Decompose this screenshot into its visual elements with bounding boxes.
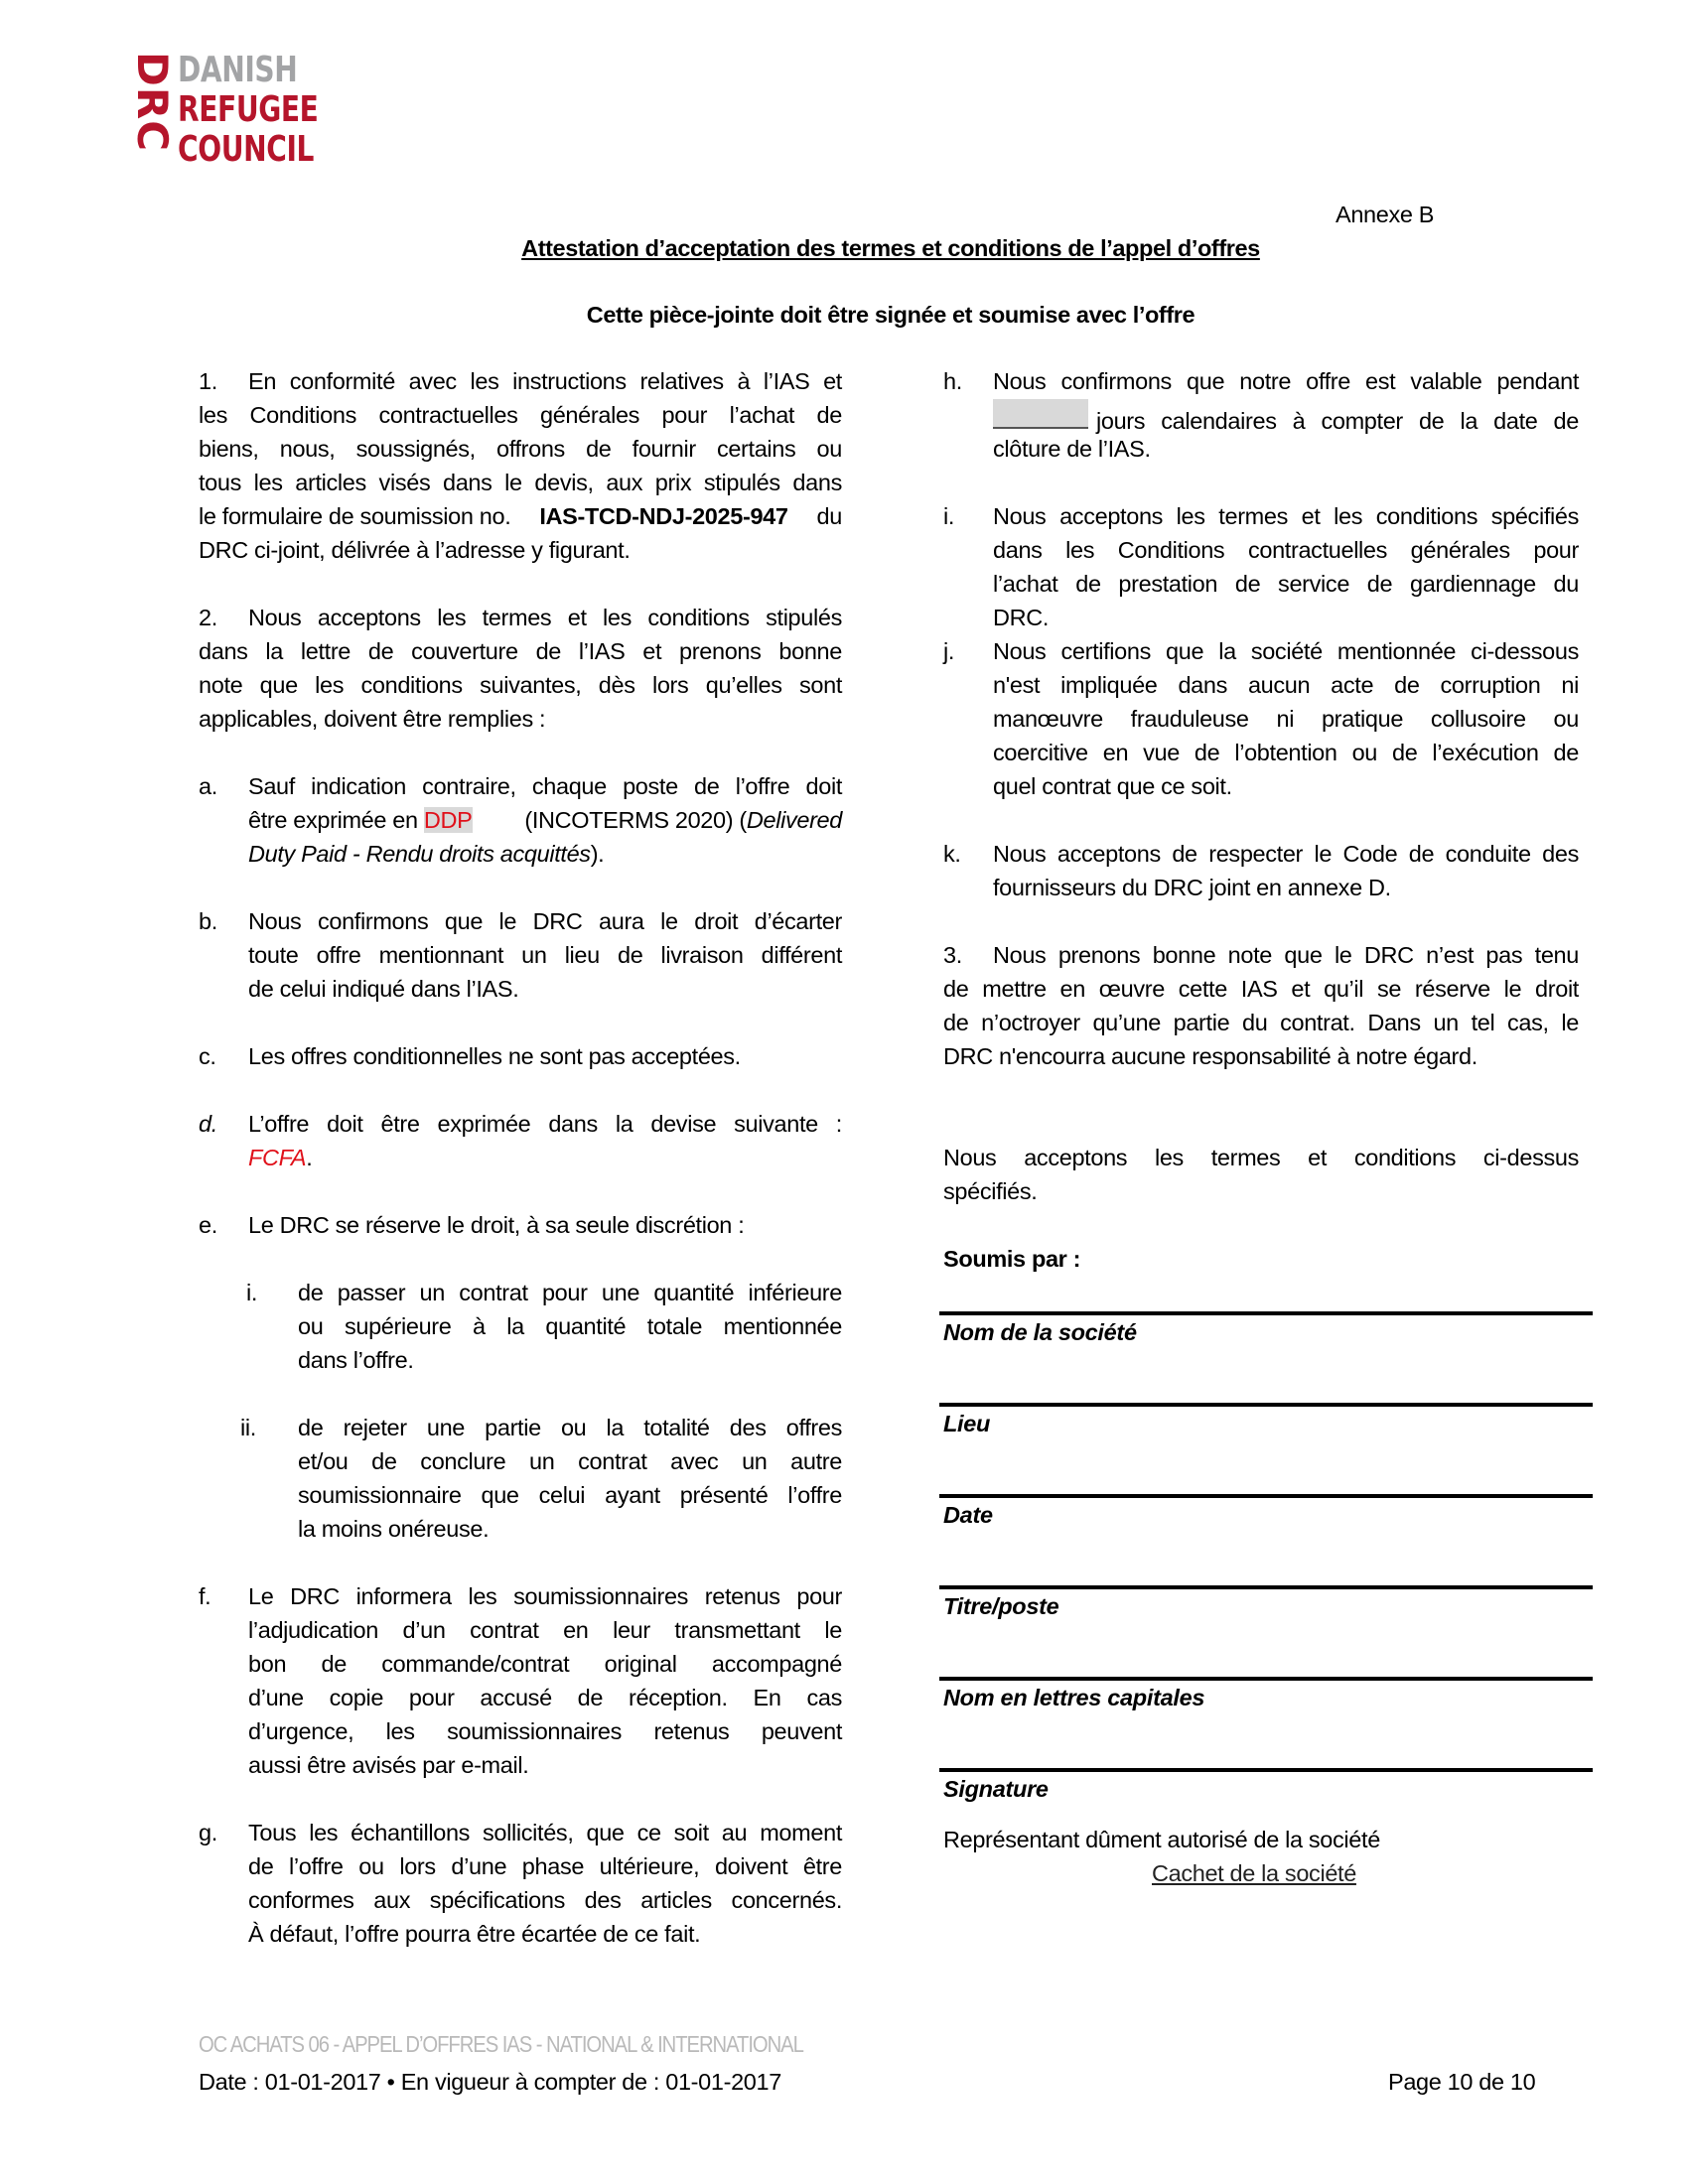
item-marker: d.	[199, 1111, 217, 1137]
drc-logo	[128, 50, 331, 170]
subitem-line: dans l’offre.	[298, 1347, 414, 1373]
footer-document-reference: OC ACHATS 06 - APPEL D’OFFRES IAS - NATIONAL & INTERNATIONAL	[199, 2031, 803, 2057]
field-rule[interactable]	[939, 1585, 1593, 1589]
item-line: d’urgence, les soumissionnaires retenus peuvent	[248, 1718, 842, 1744]
drc-logo-mark	[128, 52, 177, 169]
paragraph-marker: 1.	[199, 368, 217, 394]
item-marker: f.	[199, 1583, 211, 1609]
field-label-company-name: Nom de la société	[943, 1319, 1137, 1345]
item-line	[993, 399, 1579, 433]
item-line: quel contrat que ce soit.	[993, 773, 1232, 799]
field-label-title: Titre/poste	[943, 1593, 1059, 1619]
paragraph-marker: 3.	[943, 942, 962, 968]
validity-days-field[interactable]	[993, 399, 1088, 429]
item-line	[248, 804, 842, 838]
field-rule[interactable]	[939, 1494, 1593, 1498]
paragraph-line: DRC ci-joint, délivrée à l’adresse y figurant.	[199, 537, 631, 563]
item-line: dans les Conditions contractuelles générales pour	[993, 537, 1579, 563]
item-marker: i.	[943, 503, 955, 529]
item-line: À défaut, l’offre pourra être écartée de ce fait.	[248, 1921, 701, 1947]
submitted-by-label: Soumis par :	[943, 1246, 1081, 1272]
item-line: bon de commande/contrat original accompagné	[248, 1651, 842, 1677]
field-rule[interactable]	[939, 1768, 1593, 1772]
paragraph-marker: 2.	[199, 605, 217, 630]
item-marker: j.	[943, 638, 955, 664]
item-line: Nous confirmons que notre offre est valable pendant	[993, 368, 1579, 394]
incoterm-highlight: DDP	[423, 807, 473, 833]
text	[248, 804, 473, 838]
paragraph-line: En conformité avec les instructions relatives à l’IAS et	[248, 368, 842, 394]
logo-line-danish: DANISH	[178, 50, 298, 90]
item-line: Tous les échantillons sollicités, que ce soit au moment	[248, 1820, 842, 1845]
document-subtitle: Cette pièce-jointe doit être signée et soumise avec l’offre	[586, 302, 1196, 328]
item-line: fournisseurs du DRC joint en annexe D.	[993, 875, 1391, 900]
text: jours calendaires à compter de la date de	[1096, 408, 1579, 434]
item-line: DRC.	[993, 605, 1050, 630]
item-line: de l’offre ou lors d’une phase ultérieure, doivent être	[248, 1853, 842, 1879]
subitem-line: de rejeter une partie ou la totalité des offres	[298, 1415, 842, 1440]
item-line: Sauf indication contraire, chaque poste de l’offre doit	[248, 773, 842, 799]
acceptance-line: Nous acceptons les termes et conditions ci-dessus	[943, 1145, 1579, 1170]
field-label-name-capitals: Nom en lettres capitales	[943, 1685, 1205, 1710]
footer-dates: Date : 01-01-2017 • En vigueur à compter de : 01-01-2017	[199, 2069, 781, 2095]
text: ).	[590, 841, 605, 867]
item-line: conformes aux spécifications des articles concernés.	[248, 1887, 842, 1913]
item-line: l’achat de prestation de service de gardiennage du	[993, 571, 1579, 597]
item-marker: e.	[199, 1212, 217, 1238]
item-line: Le DRC se réserve le droit, à sa seule discrétion :	[248, 1212, 745, 1238]
item-line: toute offre mentionnant un lieu de livraison différent	[248, 942, 842, 968]
currency-value: FCFA	[248, 1145, 307, 1170]
text: Delivered	[746, 807, 842, 833]
item-marker: c.	[199, 1043, 216, 1069]
text: être exprimée en	[248, 807, 424, 833]
document-title: Attestation d’acceptation des termes et conditions de l’appel d’offres	[521, 235, 1260, 261]
field-rule[interactable]	[939, 1311, 1593, 1315]
subitem-line: soumissionnaire que celui ayant présenté l’offre	[298, 1482, 842, 1508]
item-line: Nous confirmons que le DRC aura le droit d’écarter	[248, 908, 842, 934]
item-line: manœuvre frauduleuse ni pratique collusoire ou	[993, 706, 1579, 732]
field-rule[interactable]	[939, 1403, 1593, 1407]
subitem-line: et/ou de conclure un contrat avec un autre	[298, 1448, 842, 1474]
item-marker: h.	[943, 368, 962, 394]
logo-line-refugee: REFUGEE	[178, 89, 319, 130]
item-line: Nous acceptons les termes et les conditions spécifiés	[993, 503, 1579, 529]
text: le formulaire de soumission no.	[199, 503, 517, 529]
item-line: aussi être avisés par e-mail.	[248, 1752, 529, 1778]
item-line: L’offre doit être exprimée dans la devise suivante :	[248, 1111, 842, 1137]
item-line: d’une copie pour accusé de réception. En cas	[248, 1685, 842, 1710]
subitem-line: de passer un contrat pour une quantité inférieure	[298, 1280, 842, 1305]
text: du	[810, 503, 842, 529]
item-line: n'est impliquée dans aucun acte de corruption ni	[993, 672, 1579, 698]
paragraph-line: tous les articles visés dans le devis, aux prix stipulés dans	[199, 470, 842, 495]
item-line: Le DRC informera les soumissionnaires retenus pour	[248, 1583, 842, 1609]
company-stamp-label: Cachet de la société	[1152, 1860, 1356, 1886]
field-label-place: Lieu	[943, 1411, 991, 1436]
representative-label: Représentant dûment autorisé de la société	[943, 1827, 1380, 1852]
acceptance-line: spécifiés.	[943, 1178, 1038, 1204]
subitem-line: ou supérieure à la quantité totale mentionnée	[298, 1313, 842, 1339]
tender-reference: IAS-TCD-NDJ-2025-947	[539, 503, 788, 529]
item-marker: a.	[199, 773, 217, 799]
logo-line-council: COUNCIL	[178, 129, 314, 170]
text: .	[306, 1145, 313, 1170]
text: Duty Paid - Rendu droits acquittés	[248, 841, 591, 867]
paragraph-line: les Conditions contractuelles générales pour l’achat de	[199, 402, 842, 428]
paragraph-line: note que les conditions suivantes, dès lors qu’elles sont	[199, 672, 842, 698]
text: (INCOTERMS 2020) (	[518, 807, 747, 833]
item-line: de celui indiqué dans l’IAS.	[248, 976, 519, 1002]
page-number: Page 10 de 10	[1388, 2069, 1536, 2095]
item-line	[248, 1142, 312, 1175]
paragraph-line: Nous acceptons les termes et les conditions stipulés	[248, 605, 842, 630]
item-marker: b.	[199, 908, 217, 934]
paragraph-line: DRC n'encourra aucune responsabilité à notre égard.	[943, 1043, 1477, 1069]
item-line: Les offres conditionnelles ne sont pas acceptées.	[248, 1043, 741, 1069]
paragraph-line: Nous prenons bonne note que le DRC n’est pas tenu	[993, 942, 1579, 968]
subitem-marker: ii.	[240, 1415, 256, 1440]
text	[518, 804, 842, 838]
paragraph-line	[199, 500, 842, 534]
paragraph-line: biens, nous, soussignés, offrons de fournir certains ou	[199, 436, 842, 462]
field-rule[interactable]	[939, 1677, 1593, 1681]
item-marker: k.	[943, 841, 961, 867]
item-line: clôture de l’IAS.	[993, 436, 1151, 462]
paragraph-line: dans la lettre de couverture de l’IAS et prenons bonne	[199, 638, 842, 664]
field-label-signature: Signature	[943, 1776, 1049, 1802]
field-label-date: Date	[943, 1502, 993, 1528]
subitem-line: la moins onéreuse.	[298, 1516, 490, 1542]
item-line: l’adjudication d’un contrat en leur transmettant le	[248, 1617, 842, 1643]
paragraph-line: de mettre en œuvre cette IAS et qu’il se réserve le droit	[943, 976, 1579, 1002]
item-line: coercitive en vue de l’obtention ou de l’exécution de	[993, 740, 1579, 765]
paragraph-line: applicables, doivent être remplies :	[199, 706, 546, 732]
paragraph-line: de n’octroyer qu’une partie du contrat. Dans un tel cas, le	[943, 1010, 1579, 1035]
annex-label: Annexe B	[1336, 202, 1435, 227]
item-line: Nous acceptons de respecter le Code de conduite des	[993, 841, 1579, 867]
item-marker: g.	[199, 1820, 217, 1845]
item-line: Nous certifions que la société mentionnée ci-dessous	[993, 638, 1579, 664]
item-line	[248, 838, 604, 872]
logo-mark-text: DRC	[128, 52, 177, 153]
subitem-marker: i.	[246, 1280, 258, 1305]
